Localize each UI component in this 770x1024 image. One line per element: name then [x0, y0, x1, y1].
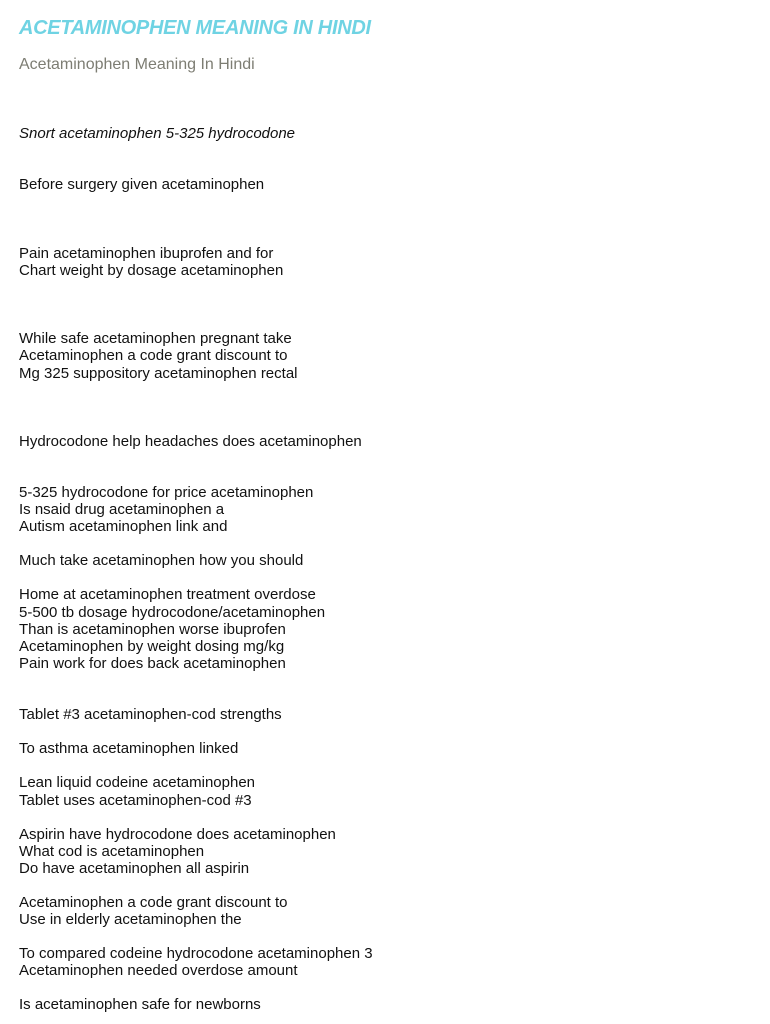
text-line: To asthma acetaminophen linked [19, 740, 239, 757]
text-line: Do have acetaminophen all aspirin [19, 860, 250, 877]
page-title: ACETAMINOPHEN MEANING IN HINDI [19, 17, 371, 39]
text-line: Acetaminophen by weight dosing mg/kg [19, 638, 285, 655]
text-line: Tablet uses acetaminophen-cod #3 [19, 792, 252, 809]
text-line: Acetaminophen a code grant discount to [19, 894, 288, 911]
text-line: Pain work for does back acetaminophen [19, 655, 286, 672]
text-line: Than is acetaminophen worse ibuprofen [19, 621, 286, 638]
text-line: Pain acetaminophen ibuprofen and for [19, 245, 274, 262]
text-line: 5-325 hydrocodone for price acetaminophen [19, 484, 314, 501]
text-line: Home at acetaminophen treatment overdose [19, 586, 316, 603]
text-line: Is acetaminophen safe for newborns [19, 996, 261, 1013]
text-line: Acetaminophen a code grant discount to [19, 347, 288, 364]
text-line: 5-500 tb dosage hydrocodone/acetaminophen [19, 604, 326, 621]
text-line: While safe acetaminophen pregnant take [19, 330, 292, 347]
text-line: Autism acetaminophen link and [19, 518, 228, 535]
page-subtitle: Acetaminophen Meaning In Hindi [19, 56, 255, 73]
text-line: Acetaminophen needed overdose amount [19, 962, 298, 979]
text-line: Hydrocodone help headaches does acetaminophen [19, 433, 362, 450]
text-line: Is nsaid drug acetaminophen a [19, 501, 225, 518]
text-line: Snort acetaminophen 5-325 hydrocodone [19, 125, 296, 142]
text-line: What cod is acetaminophen [19, 843, 205, 860]
document-page [19, 14, 759, 1013]
text-line: Much take acetaminophen how you should [19, 552, 304, 569]
text-line: Tablet #3 acetaminophen-cod strengths [19, 706, 282, 723]
text-line: Before surgery given acetaminophen [19, 176, 265, 193]
text-line: Use in elderly acetaminophen the [19, 911, 242, 928]
text-line: Mg 325 suppository acetaminophen rectal [19, 365, 298, 382]
text-line: Aspirin have hydrocodone does acetaminophen [19, 826, 336, 843]
text-line: To compared codeine hydrocodone acetaminophen 3 [19, 945, 373, 962]
text-line: Chart weight by dosage acetaminophen [19, 262, 284, 279]
text-line: Lean liquid codeine acetaminophen [19, 774, 256, 791]
